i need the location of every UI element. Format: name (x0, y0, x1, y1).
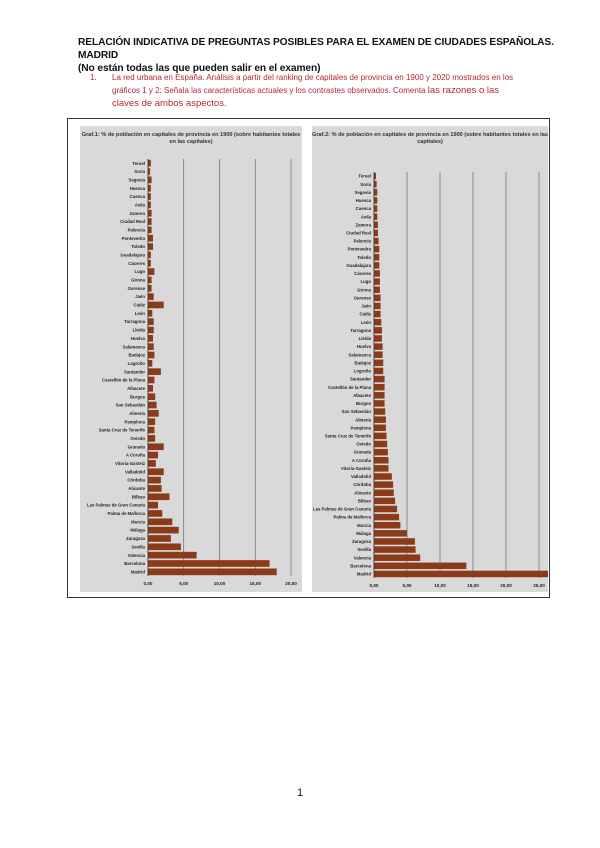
bar (148, 535, 171, 542)
bar (148, 210, 152, 217)
bar (148, 393, 155, 400)
bar (148, 460, 156, 467)
category-label: Pamplona (350, 425, 371, 431)
category-label: Sevilla (357, 547, 371, 553)
category-label: Guadalajara (120, 252, 145, 258)
bar (374, 222, 378, 228)
category-label: Ourense (353, 295, 371, 301)
category-label: Segovia (354, 189, 371, 195)
x-tick-label: 10,00 (434, 583, 446, 588)
category-label: Zaragoza (352, 539, 371, 545)
bar (148, 418, 155, 425)
category-label: Sevilla (131, 544, 145, 550)
category-label: Ávila (134, 202, 145, 208)
category-label: Teruel (132, 160, 145, 166)
bar (148, 435, 155, 442)
category-label: Lugo (360, 279, 371, 285)
category-label: San Sebastián (115, 402, 145, 408)
bar (374, 433, 387, 439)
category-label: Valladolid (124, 469, 145, 475)
bar (374, 181, 377, 187)
category-label: A Coruña (351, 457, 371, 463)
bar (148, 193, 151, 200)
x-tick-label: 20,00 (500, 583, 512, 588)
category-label: Tarragona (350, 327, 371, 333)
chart-1-title: Graf.1: % de población en capitales de provincia en 1900 (sobre habitantes totales en las capitales) (81, 132, 301, 145)
category-label: Soria (134, 169, 145, 175)
category-label: Burgos (355, 401, 371, 407)
category-label: Ciudad Real (120, 219, 145, 225)
category-label: Vitoria-Gasteiz (114, 461, 145, 467)
bar (148, 377, 154, 384)
category-label: Palencia (353, 238, 371, 244)
bar (374, 197, 377, 203)
category-label: Bilbao (357, 498, 371, 504)
category-label: Segovia (128, 177, 145, 183)
bar (374, 425, 386, 431)
bar (374, 392, 385, 398)
category-label: Córdoba (127, 477, 145, 483)
bar (148, 177, 152, 184)
category-label: Salamanca (122, 344, 145, 350)
bar (374, 246, 379, 252)
category-label: Santander (123, 369, 145, 375)
question-body (90, 71, 520, 110)
bar (374, 213, 377, 219)
category-label: Burgos (129, 394, 145, 400)
category-label: Tarragona (124, 319, 145, 325)
x-tick-label: 5,00 (402, 583, 412, 588)
bar (374, 360, 383, 366)
bar (148, 360, 152, 367)
category-label: Lugo (134, 269, 145, 275)
category-label: Barcelona (350, 563, 371, 569)
x-tick-label: 25,00 (533, 583, 545, 588)
bar (148, 327, 154, 334)
category-label: Alicante (354, 490, 371, 496)
category-label: Zaragoza (126, 536, 145, 542)
bar (148, 202, 151, 209)
category-label: Badajoz (128, 352, 145, 358)
chart-panel-1900 (80, 126, 302, 592)
category-label: Teruel (358, 173, 371, 179)
x-tick-label: 5,00 (179, 581, 189, 586)
category-label: Valencia (127, 552, 145, 558)
bar (148, 335, 153, 342)
category-label: Cuenca (129, 194, 145, 200)
category-label: Pamplona (124, 419, 145, 425)
category-label: Valladolid (350, 474, 371, 480)
bar (148, 285, 152, 292)
bar (148, 243, 153, 250)
category-label: Córdoba (353, 482, 371, 488)
bar (148, 410, 159, 417)
category-label: Girona (357, 287, 371, 293)
category-label: Oviedo (356, 441, 371, 447)
bar (374, 238, 379, 244)
bar (148, 568, 277, 575)
bar (374, 465, 389, 471)
category-label: Toledo (357, 254, 371, 260)
category-label: Lleida (132, 327, 145, 333)
category-label: Castellón de la Plana (102, 377, 145, 383)
question-number: 1. (90, 73, 97, 82)
bar (148, 543, 181, 550)
category-label: Palma de Mallorca (333, 514, 371, 520)
category-label: Ciudad Real (346, 230, 371, 236)
category-label: Zamora (129, 210, 145, 216)
page-number: 1 (296, 787, 304, 799)
x-tick-label: 20,00 (285, 581, 297, 586)
category-label: Palma de Mallorca (107, 511, 145, 517)
bar (374, 538, 415, 544)
category-label: Albacete (127, 385, 145, 391)
title-line-2: (No están todas las que pueden salir en el examen) (78, 63, 321, 74)
category-label: Málaga (130, 527, 145, 533)
question-emphasis: las razones o las claves de ambos aspectos. (112, 85, 500, 109)
title-line-1: RELACIÓN INDICATIVA DE PREGUNTAS POSIBLES PARA EL EXAMEN DE CIUDADES ESPAÑOLAS. MADRID (78, 37, 554, 61)
bar (148, 185, 151, 192)
bar (148, 518, 172, 525)
category-label: Santa Cruz de Tenerife (98, 427, 145, 433)
category-label: Valencia (353, 555, 371, 561)
category-label: Salamanca (348, 352, 371, 358)
bar (374, 278, 380, 284)
category-label: Madrid (356, 571, 371, 577)
bar (374, 563, 466, 569)
bar (374, 546, 416, 552)
bar (148, 293, 154, 300)
chart-1-svg (80, 126, 302, 592)
x-tick-label: 15,00 (467, 583, 479, 588)
bar (148, 310, 152, 317)
bar (374, 286, 380, 292)
bar (374, 441, 387, 447)
category-label: Pontevedra (347, 246, 371, 252)
category-label: Cádiz (133, 302, 145, 308)
bar (374, 303, 381, 309)
bar (148, 252, 151, 259)
bar (374, 270, 380, 276)
bar (374, 327, 382, 333)
bar (148, 235, 153, 242)
category-label: Jaén (361, 303, 371, 309)
bar (148, 452, 158, 459)
x-tick-label: 10,00 (213, 581, 226, 586)
bar (148, 552, 197, 559)
category-label: Toledo (131, 244, 145, 250)
category-label: León (134, 310, 145, 316)
x-tick-label: 0,00 (369, 583, 379, 588)
category-label: Cuenca (355, 206, 371, 212)
category-label: Pontevedra (121, 235, 145, 241)
category-label: Guadalajara (346, 262, 371, 268)
bar (374, 522, 400, 528)
category-label: Las Palmas de Gran Canaria (86, 502, 145, 508)
category-label: Huesca (355, 198, 371, 204)
bar (374, 343, 383, 349)
chart-2-svg (312, 126, 548, 592)
category-label: Soria (360, 181, 371, 187)
category-label: Huelva (356, 344, 371, 350)
bar (374, 319, 381, 325)
bar (374, 506, 397, 512)
category-label: Logroño (353, 368, 371, 374)
bar (148, 227, 152, 234)
x-tick-label: 0,00 (143, 581, 153, 586)
category-label: Albacete (353, 392, 371, 398)
category-label: Zamora (355, 222, 371, 228)
bar (148, 427, 154, 434)
category-label: Alicante (128, 486, 145, 492)
bar (374, 254, 379, 260)
bar (148, 302, 164, 309)
bar (374, 311, 381, 317)
bar (148, 368, 161, 375)
bar (148, 560, 270, 567)
category-label: Bilbao (131, 494, 145, 500)
bar (374, 489, 394, 495)
bar (148, 260, 151, 267)
bar (374, 335, 382, 341)
category-label: Ourense (127, 285, 145, 291)
bar (374, 449, 388, 455)
category-label: Jaén (135, 294, 145, 300)
category-label: Cádiz (359, 311, 371, 317)
category-label: Granada (353, 449, 371, 455)
bar (374, 376, 385, 382)
category-label: Santander (349, 376, 371, 382)
bar (148, 510, 162, 517)
category-label: Ávila (360, 214, 371, 220)
bar (374, 295, 381, 301)
bar (148, 268, 154, 275)
category-label: Badajoz (354, 360, 371, 366)
bar (148, 527, 179, 534)
document-title (78, 36, 568, 75)
category-label: Lleida (358, 336, 371, 342)
x-tick-label: 15,00 (249, 581, 261, 586)
bar (374, 457, 389, 463)
category-label: San Sebastián (341, 409, 371, 415)
bar (374, 416, 386, 422)
bar (374, 230, 378, 236)
chart-panel-2020 (312, 126, 548, 592)
category-label: Las Palmas de Gran Canaria (312, 506, 371, 512)
bar (148, 402, 157, 409)
bar (374, 384, 385, 390)
category-label: Granada (127, 444, 145, 450)
question-1 (90, 71, 520, 110)
category-label: Santa Cruz de Tenerife (324, 433, 371, 439)
category-label: Barcelona (124, 561, 145, 567)
bar (148, 352, 154, 359)
bar (148, 385, 153, 392)
category-label: Vitoria-Gasteiz (340, 465, 371, 471)
chart-2-title: Graf.2: % de población en capitales de provincia en 1900 (sobre habitantes totales en las capitales) (312, 132, 548, 145)
bar (148, 493, 169, 500)
bar (374, 514, 399, 520)
bar (148, 477, 161, 484)
bar (148, 277, 152, 284)
category-label: Girona (131, 277, 145, 283)
category-label: Huesca (129, 185, 145, 191)
bar (374, 368, 383, 374)
category-label: Logroño (127, 360, 145, 366)
category-label: Castellón de la Plana (328, 384, 371, 390)
category-label: Murcia (131, 519, 145, 525)
bar (374, 400, 385, 406)
bar (374, 554, 420, 560)
bar (148, 443, 164, 450)
category-label: Málaga (356, 530, 371, 536)
bar (374, 498, 395, 504)
bar (374, 351, 383, 357)
bar (374, 205, 377, 211)
category-label: Cáceres (354, 271, 371, 277)
category-label: Oviedo (130, 435, 145, 441)
bar (374, 530, 407, 536)
category-label: Almería (355, 417, 371, 423)
bar (148, 502, 158, 509)
bar (374, 481, 393, 487)
bar (374, 189, 377, 195)
category-label: A Coruña (125, 452, 145, 458)
category-label: Madrid (130, 569, 145, 575)
question-text: La red urbana en España. Análisis a partir del ranking de capitales de provincia en 1900 y 2020 mostrados en los gráficos 1 y 2: Señala las características actuales y los contrastes observados. Comenta (112, 73, 514, 95)
bar (374, 408, 385, 414)
category-label: Palencia (127, 227, 145, 233)
bar (374, 473, 392, 479)
category-label: Huelva (130, 335, 145, 341)
bar (148, 160, 151, 167)
category-label: Almería (129, 410, 145, 416)
bar (148, 318, 154, 325)
bar (148, 218, 152, 225)
category-label: Cáceres (128, 260, 145, 266)
bar (148, 343, 154, 350)
bar (148, 485, 162, 492)
category-label: Murcia (357, 522, 371, 528)
bar (374, 571, 548, 577)
bar (374, 262, 379, 268)
category-label: León (360, 319, 371, 325)
bar (148, 468, 164, 475)
